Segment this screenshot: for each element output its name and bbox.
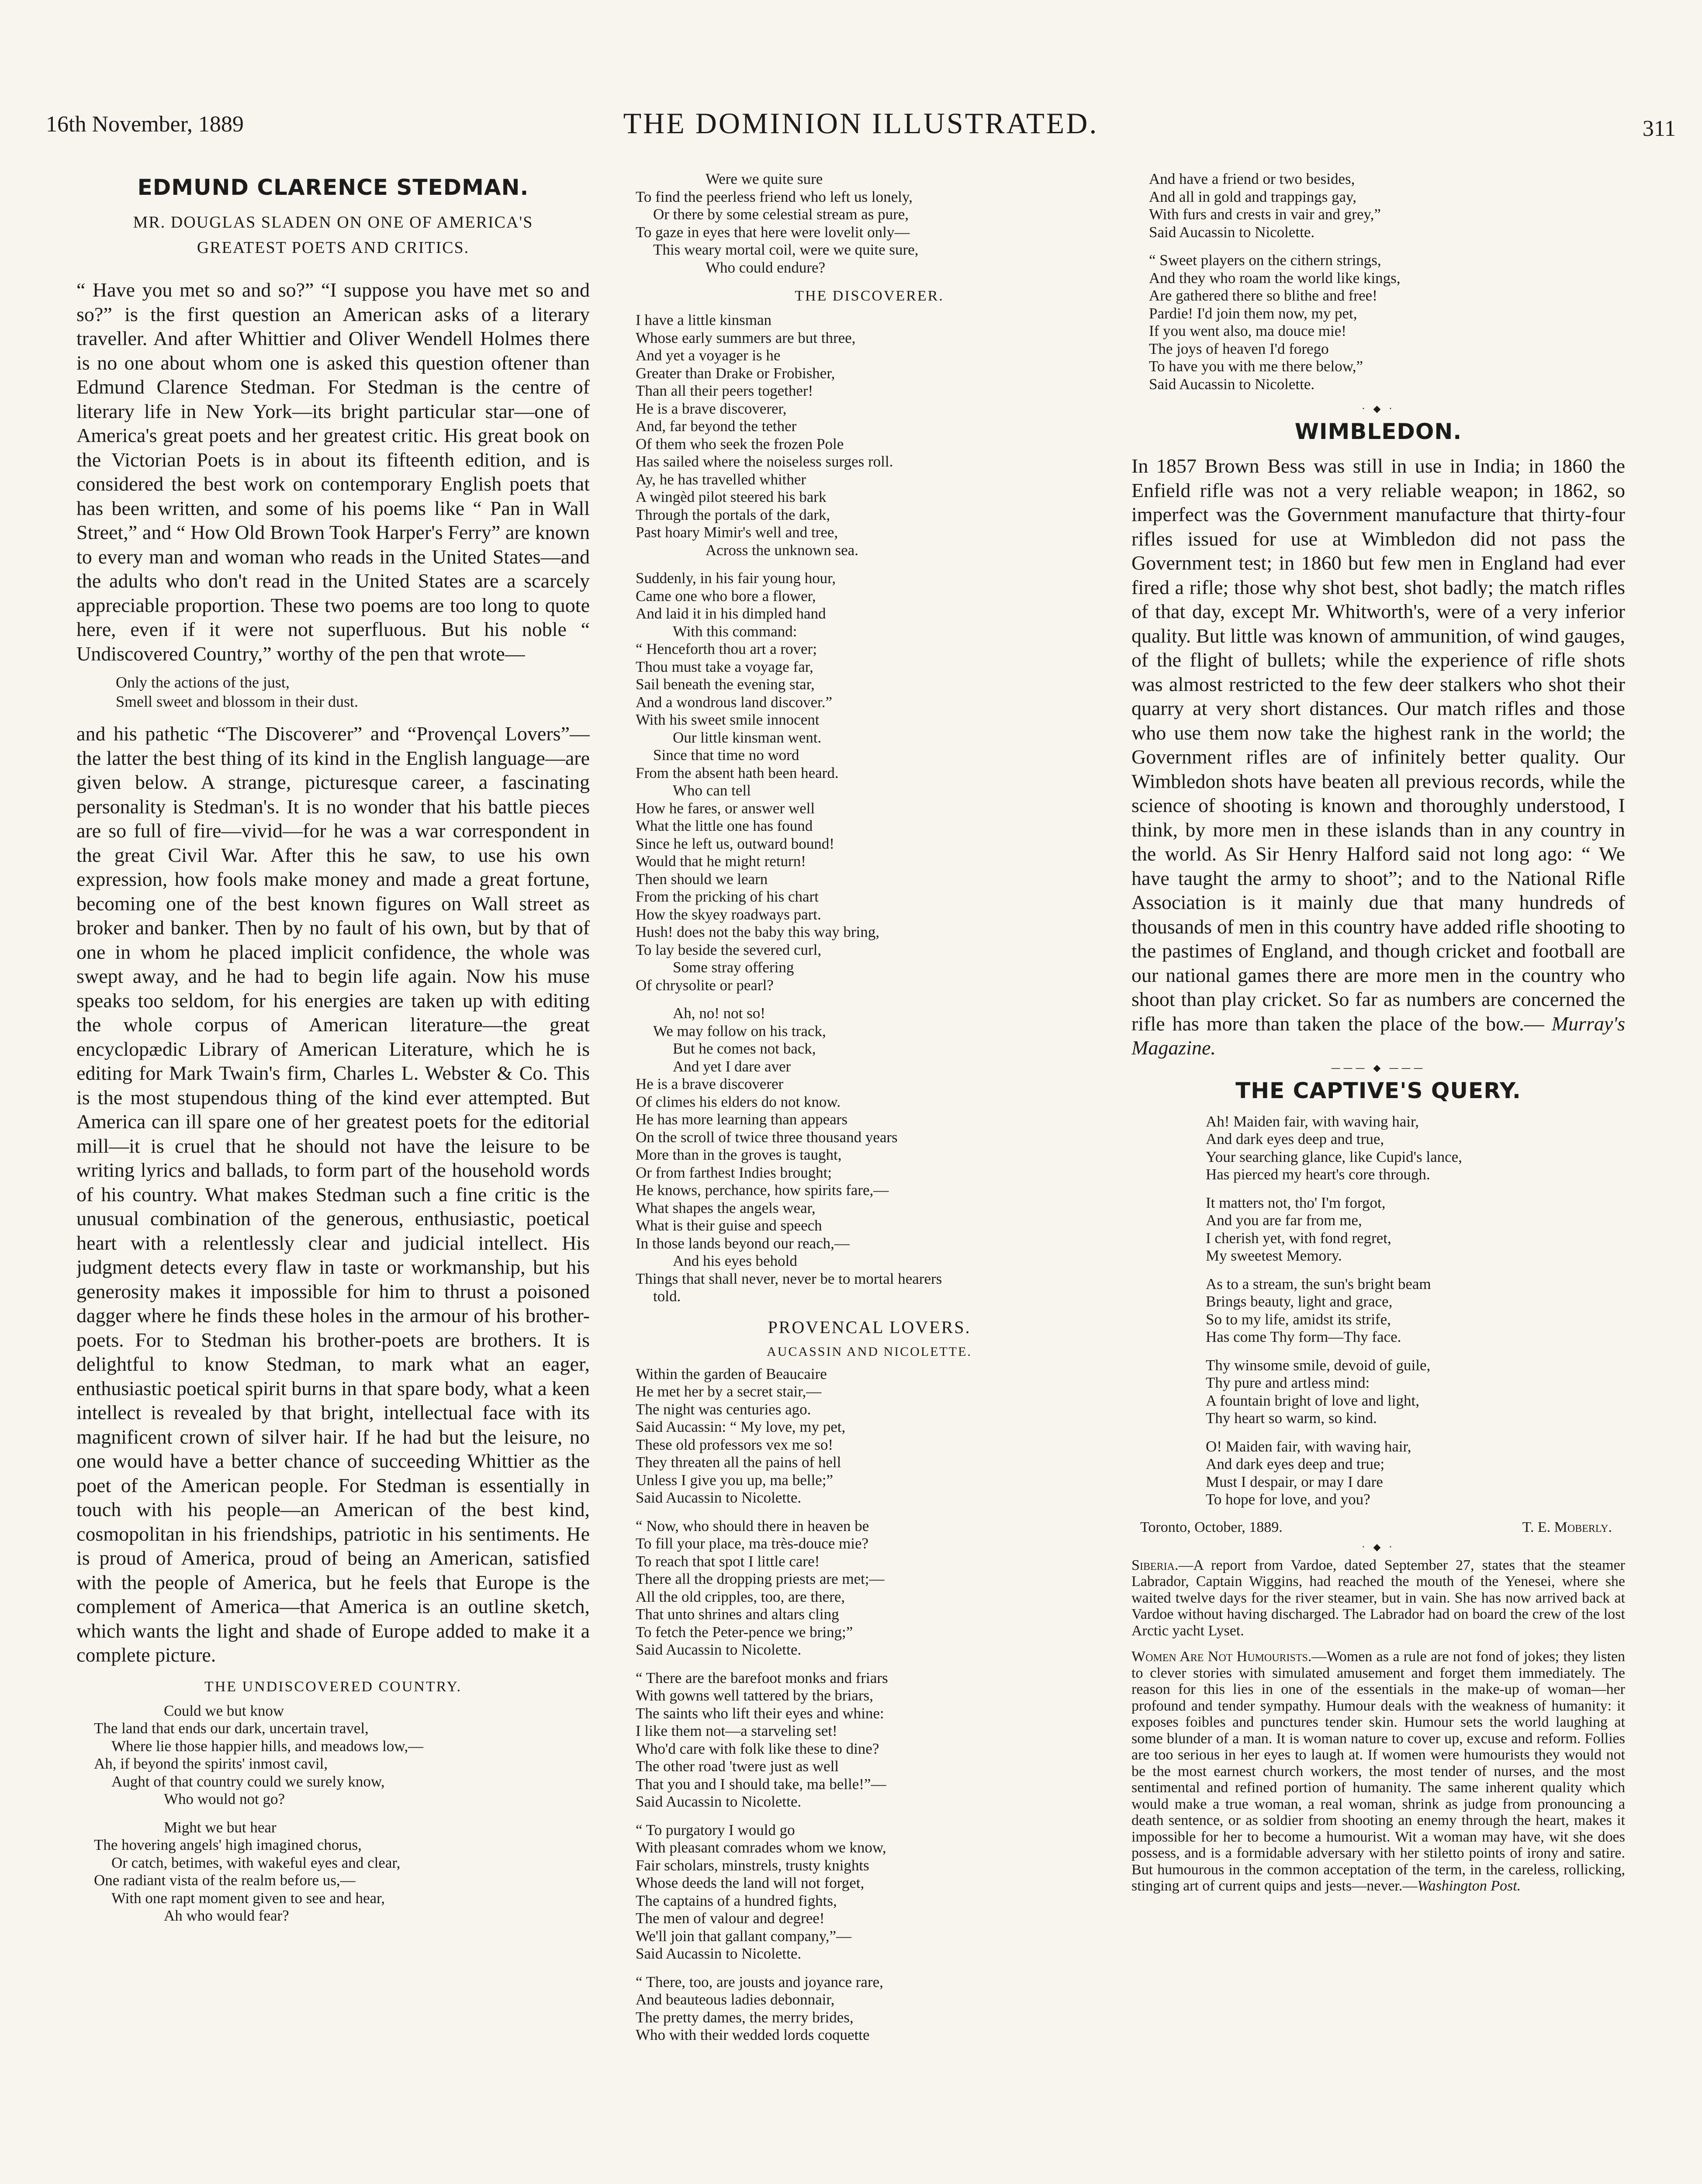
verse-line: Said Aucassin: “ My love, my pet, (636, 1418, 846, 1435)
article-subtitle-stedman: MR. DOUGLAS SLADEN ON ONE OF AMERICA'S GREATEST POETS AND CRITICS. (133, 213, 533, 257)
poem-title-discoverer: THE DISCOVERER. (795, 288, 944, 304)
verse-line: And yet a voyager is he (636, 347, 781, 364)
verse-line: With one rapt moment given to see and hear, (111, 1889, 385, 1907)
poem-undiscovered-continued (636, 170, 1121, 276)
verse-line: Within the garden of Beaucaire (636, 1365, 827, 1382)
column-1 (76, 170, 590, 1935)
verse-line: A wingèd pilot steered his bark (636, 488, 827, 505)
poem-title-provencal: PROVENCAL LOVERS. (768, 1317, 971, 1337)
verse-line: If you went also, ma douce mie! (1149, 322, 1346, 339)
verse-line: And a wondrous land discover.” (636, 693, 833, 711)
article-title-captive: THE CAPTIVE'S QUERY. (1235, 1078, 1521, 1103)
article-title-wimbledon: WIMBLEDON. (1294, 419, 1462, 444)
verse-line: Or catch, betimes, with wakeful eyes and clear, (111, 1854, 401, 1871)
verse-line: And beauteous ladies debonnair, (636, 1991, 835, 2008)
verse-line: How he fares, or answer well (636, 799, 815, 817)
poem-captive-stanza-4 (1206, 1357, 1625, 1427)
poem-discoverer-stanza-3 (636, 1005, 1121, 1306)
verse-line: And, far beyond the tether (636, 418, 797, 435)
verse-line: Were we quite sure (706, 170, 823, 187)
issue-date: 16th November, 1889 (46, 112, 244, 137)
verse-line: How the skyey roadways part. (636, 905, 821, 923)
poem-provencal-stanza-3 (636, 1669, 1121, 1811)
verse-line: And his eyes behold (673, 1252, 797, 1269)
verse-line: One radiant vista of the realm before us,— (94, 1872, 356, 1889)
verse-line: And they who roam the world like kings, (1149, 269, 1401, 287)
verse-line: Has sailed where the noiseless surges roll. (636, 453, 893, 470)
verse-line: Aught of that country could we surely know, (111, 1773, 385, 1790)
verse-line: Said Aucassin to Nicolette. (1149, 223, 1315, 241)
verse-line: What the little one has found (636, 817, 813, 834)
poem-provencal-stanza-1 (636, 1365, 1121, 1507)
page-header (46, 107, 1676, 159)
verse-line: To have you with me there below,” (1149, 358, 1363, 375)
siberia-lead: Siberia. (1131, 1557, 1179, 1573)
verse-line: Ah, no! not so! (673, 1005, 765, 1022)
verse-line: Your searching glance, like Cupid's lance, (1206, 1148, 1462, 1165)
verse-line: With gowns well tattered by the briars, (636, 1687, 873, 1704)
verse-line: Where lie those happier hills, and meadows low,— (111, 1737, 424, 1755)
verse-line: As to a stream, the sun's bright beam (1206, 1275, 1431, 1292)
stedman-paragraph-2: and his pathetic “The Discoverer” and “Provençal Lovers”—the latter the best thing of its kind in the English language—are given below. A strange, picturesque career, a fascinating personality is Stedman's. It is no wonder that his battle pieces are so full of fire—vivid—for he was a war correspondent in the great Civil War. After this he saw, to use his own expression, how fools make money and made a great fortune, becoming one of the best known figures on Wall street as broker and banker. Then by no fault of his own, but by that of one in whom he placed implicit confidence, the whole was swept away, and he had to begin life again. Now his muse speaks too seldom, for his energies are taken up with editing the whole corpus of American literature—the great encyclopædic Library of American Literature, which he is editing for Mark Twain's firm, Charles L. Webster & Co. This is the most stupendous thing of the kind ever attempted. But America can ill spare one of her greatest poets for the editorial mill—it is cruel that he should not have the leisure to be writing lyrics and ballads, to form part of the household words of his country. What makes Stedman such a fine critic is the unusual combination of the generous, enthusiastic, poetical heart with a relentlessly clear and judicial intellect. His judgment detects every flaw in taste or workmanship, but his generosity makes it impossible for him to thrust a poisoned dagger where he finds these holes in the armour of his brother-poets. For to Stedman his brother-poets are brothers. It is delightful to know Stedman, to mark what an eager, enthusiastic poetical spirit burns in that spare body, what a keen intellect is revealed by that bright, intellectual face with its magnificent crown of silver hair. If he had but the leisure, no one would have a better chance of succeeding Whittier as the poet of the American people. For Stedman is essentially in touch with his people—an American of the best kind, cosmopolitan in his friendships, patriotic in his sentiments. He is proud of America, proud of being an American, satisfied with the people of America, but he feels that Europe is the complement of America—that America is an outline sketch, which wants the light and shade of Europe added to make it a complete picture. (76, 722, 590, 1666)
verse-line: He knows, perchance, how spirits fare,— (636, 1182, 889, 1199)
verse-line: Who could endure? (706, 259, 826, 276)
verse-line: Since that time no word (653, 746, 799, 764)
verse-line: But he comes not back, (673, 1040, 816, 1057)
verse-line: The saints who lift their eyes and whine: (636, 1704, 884, 1722)
verse-line: To gaze in eyes that here were lovelit only— (636, 223, 910, 241)
verse-line: My sweetest Memory. (1206, 1247, 1342, 1264)
verse-line: More than in the groves is taught, (636, 1146, 842, 1163)
column-2 (618, 170, 1121, 2055)
verse-line: What is their guise and speech (636, 1217, 822, 1234)
verse-line: Since he left us, outward bound! (636, 835, 834, 852)
verse-line: The other road 'twere just as well (636, 1758, 839, 1775)
verse-line: Ah, if beyond the spirits' inmost cavil, (94, 1755, 328, 1772)
verse-line: Or there by some celestial stream as pure, (653, 206, 909, 223)
verse-line: Unless I give you up, ma belle;” (636, 1471, 833, 1489)
verse-line: I have a little kinsman (636, 311, 772, 328)
verse-line: Said Aucassin to Nicolette. (636, 1489, 802, 1506)
verse-line: And dark eyes deep and true; (1206, 1455, 1385, 1472)
verse-line: “ To purgatory I would go (636, 1821, 795, 1838)
verse-line: Some stray offering (673, 959, 794, 976)
captive-author: T. E. Moberly. (1522, 1519, 1612, 1535)
verse-line: Said Aucassin to Nicolette. (636, 1945, 802, 1962)
captive-signature (1140, 1519, 1612, 1536)
verse-line: Said Aucassin to Nicolette. (1149, 375, 1315, 393)
verse-line: Said Aucassin to Nicolette. (636, 1793, 802, 1810)
poem-title-undiscovered: THE UNDISCOVERED COUNTRY. (204, 1678, 462, 1695)
verse-line: “ There are the barefoot monks and friars (636, 1669, 888, 1686)
verse-line: The captains of a hundred fights, (636, 1892, 837, 1909)
verse-line: I like them not—a starveling set! (636, 1722, 837, 1739)
verse-line: Hush! does not the baby this way bring, (636, 923, 879, 940)
verse-line: Are gathered there so blithe and free! (1149, 287, 1377, 304)
verse-line: O! Maiden fair, with waving hair, (1206, 1438, 1411, 1455)
verse-line: The men of valour and degree! (636, 1910, 825, 1927)
verse-line: Whose early summers are but three, (636, 329, 856, 346)
poem-provencal-stanza-2 (636, 1517, 1121, 1659)
poem-captive-stanza-2 (1206, 1194, 1625, 1265)
verse-line: Might we but hear (164, 1818, 277, 1836)
verse-line: Thy pure and artless mind: (1206, 1374, 1370, 1391)
verse-line: To fill your place, ma très-douce mie? (636, 1535, 869, 1552)
verse-line: Who would not go? (164, 1790, 285, 1807)
verse-line: To fetch the Peter-pence we bring;” (636, 1623, 853, 1641)
poem-captive-stanza-3 (1206, 1275, 1625, 1346)
verse-line: To reach that spot I little care! (636, 1552, 820, 1570)
verse-line: With pleasant comrades whom we know, (636, 1839, 886, 1856)
verse-line: Would that he might return! (636, 853, 806, 870)
verse-line: Came one who bore a flower, (636, 587, 816, 605)
verse-line: It matters not, tho' I'm forgot, (1206, 1194, 1386, 1211)
verse-line: Across the unknown sea. (706, 541, 858, 559)
verse-line: Suddenly, in his fair young hour, (636, 570, 836, 587)
verse-line: Who with their wedded lords coquette (636, 2026, 870, 2043)
stedman-paragraph-1: “ Have you met so and so?” “I suppose you have met so and so?” is the first question an American asks of a literary traveller. And after Whittier and Oliver Wendell Holmes there is no one about whom one is asked this question oftener than Edmund Clarence Stedman. For Stedman is the centre of literary life in New York—its bright particular star—one of America's great poets and her greatest critic. His great book on the Victorian Poets is in about its fifteenth edition, and is considered the best work on contemporary English poets that has been written, and some of his poems like “ Pan in Wall Street,” and “ How Old Brown Took Harper's Ferry” are known to every man and woman who reads in the United States—and the adults who don't read in the United States are a scarcely appreciable proportion. These two poems are too long to quote here, even if it were not superfluous. But his noble “ Undiscovered Country,” worthy of the pen that wrote— (76, 279, 590, 665)
poem-subtitle-provencal: AUCASSIN AND NICOLETTE. (767, 1344, 972, 1359)
poem-undiscovered (94, 1702, 590, 1925)
verse-line: To lay beside the severed curl, (636, 941, 822, 958)
stedman-quote (116, 673, 590, 711)
masthead-title: THE DOMINION ILLUSTRATED. (623, 107, 1099, 140)
verse-line: There all the dropping priests are met;— (636, 1570, 885, 1587)
verse-line: The hovering angels' high imagined chorus, (94, 1836, 362, 1853)
verse-line: To find the peerless friend who left us lonely, (636, 188, 913, 205)
verse-line: Could we but know (164, 1702, 284, 1719)
verse-line: And laid it in his dimpled hand (636, 605, 826, 622)
poem-discoverer-stanza-2 (636, 570, 1121, 994)
poem-provencal-stanza-6 (1149, 252, 1625, 393)
verse-line: In those lands beyond our reach,— (636, 1234, 850, 1252)
section-divider: ——— ◆ ——— (1331, 1062, 1426, 1074)
verse-line: Things that shall never, never be to mortal hearers (636, 1270, 942, 1287)
verse-line: These old professors vex me so! (636, 1436, 833, 1453)
verse-line: And dark eyes deep and true, (1206, 1130, 1384, 1147)
verse-line: He has more learning than appears (636, 1111, 848, 1128)
verse-line: told. (653, 1288, 681, 1305)
verse-line: We may follow on his track, (653, 1022, 826, 1040)
poem-captive-stanza-1 (1206, 1113, 1625, 1184)
verse-line: From the absent hath been heard. (636, 764, 839, 781)
verse-line: Has come Thy form—Thy face. (1206, 1328, 1401, 1345)
verse-line: Through the portals of the dark, (636, 506, 830, 523)
verse-line: So to my life, amidst its strife, (1206, 1310, 1391, 1328)
verse-line: Pardie! I'd join them now, my pet, (1149, 304, 1357, 322)
verse-line: Or from farthest Indies brought; (636, 1164, 832, 1181)
verse-line: Our little kinsman went. (673, 729, 822, 746)
verse-line: Of chrysolite or pearl? (636, 976, 774, 994)
verse-line: This weary mortal coil, were we quite sure, (653, 241, 919, 258)
verse-line: Greater than Drake or Frobisher, (636, 364, 835, 382)
verse-line: And you are far from me, (1206, 1212, 1362, 1229)
poem-provencal-stanza-5-continued (1149, 170, 1625, 241)
verse-line: Whose deeds the land will not forget, (636, 1874, 865, 1891)
verse-line: Fair scholars, minstrels, trusty knights (636, 1856, 869, 1874)
verse-line: Ay, he has travelled whither (636, 470, 806, 488)
verse-line: Of them who seek the frozen Pole (636, 435, 844, 453)
women-lead: Women Are Not Humourists. (1131, 1648, 1312, 1665)
verse-line: Only the actions of the just, (116, 674, 290, 691)
page-number: 311 (1642, 116, 1676, 141)
verse-line: A fountain bright of love and light, (1206, 1392, 1419, 1409)
verse-line: “ Henceforth thou art a rover; (636, 640, 817, 657)
verse-line: Thy heart so warm, so kind. (1206, 1410, 1377, 1427)
verse-line: Of climes his elders do not know. (636, 1093, 841, 1110)
verse-line: On the scroll of twice three thousand years (636, 1128, 898, 1146)
verse-line: All the old cripples, too, are there, (636, 1588, 845, 1605)
article-title-stedman: EDMUND CLARENCE STEDMAN. (137, 175, 529, 200)
verse-line: Than all their peers together! (636, 382, 813, 399)
verse-line: Who'd care with folk like these to dine? (636, 1740, 879, 1757)
verse-line: Thy winsome smile, devoid of guile, (1206, 1356, 1431, 1374)
verse-line: The pretty dames, the merry brides, (636, 2008, 854, 2026)
verse-line: Ah! Maiden fair, with waving hair, (1206, 1113, 1419, 1130)
poem-provencal-stanza-5 (636, 1973, 1121, 2044)
poem-captive-stanza-5 (1206, 1438, 1625, 1509)
verse-line: We'll join that gallant company,”— (636, 1927, 851, 1945)
verse-line: “ There, too, are jousts and joyance rare, (636, 1973, 883, 1990)
verse-line: Past hoary Mimir's well and tree, (636, 524, 838, 541)
verse-line: That unto shrines and altars cling (636, 1606, 839, 1623)
verse-line: The land that ends our dark, uncertain travel, (94, 1720, 369, 1737)
verse-line: Sail beneath the evening star, (636, 676, 815, 693)
verse-line: And yet I dare aver (673, 1057, 791, 1075)
wimbledon-text: In 1857 Brown Bess was still in use in India; in 1860 the Enfield rifle was not a very reliable weapon; in 1862, so imperfect was the Government manufacture that thirty-four rifles issued for use at Wimbledon did not pass the Government test; in 1860 but few men in England had ever fired a rifle; those why shot best, shot badly; the match rifles of that day, except Mr. Whitworth's, were of a very inferior quality. But little was known of ammunition, of wind gauges, of the flight of bullets; while the experience of rifle shots was almost restricted to the few deer stalkers who shot their quarry at very short distances. Our match rifles and those who use them now take the highest rank in the world; the Government rifles are of infinitely better quality. Our Wimbledon shots have beaten all previous records, while the science of shooting is known and thoroughly understood, I think, by more men in these islands than in any country in the world. As Sir Henry Halford said not long ago: “ We have taught the army to shoot”; and to the National Rifle Association is it mainly due that many hundreds of thousands of men in this country have added rifle shooting to the pastimes of England, and though cricket and football are our national games there are more men in the country who shoot than play cricket. So far as numbers are concerned the rifle has more than taken the place of the bow.— (1131, 455, 1625, 1035)
women-text: —Women as a rule are not fond of jokes; they listen to clever stories with simulated amusement and forget them immediately. The reason for this lies in one of the essentials in the make-up of woman—her profound and tender sympathy. Humour deals with the weakness of humanity: it exposes foibles and punctures tender skin. Humour sets the world laughing at some blunder of a man. It is woman nature to cover up, excuse and reform. Follies are too serious in her eyes to laugh at. If women were humourists they would not be the most earnest church workers, the most tender of nurses, and the most sentimental and refined portion of humanity. The same inherent quality which would make a true woman, a real woman, shrink as judge from pronouncing a death sentence, or as soldier from shooting an enemy through the heart, makes it impossible for her to become a humourist. Wit a woman may have, wit she does possess, and is a formidable adversary with her stiletto points of irony and satire. But humourous in the common acceptation of the term, in the careless, rollicking, stinging art of current quips and jests—never.— (1131, 1648, 1625, 1894)
verse-line: The night was centuries ago. (636, 1400, 811, 1418)
poem-discoverer-stanza-1 (636, 311, 1121, 559)
verse-line: He met her by a secret stair,— (636, 1383, 822, 1400)
verse-line: Brings beauty, light and grace, (1206, 1293, 1393, 1310)
verse-line: I cherish yet, with fond regret, (1206, 1229, 1391, 1247)
verse-line: Must I despair, or may I dare (1206, 1473, 1383, 1490)
verse-line: The joys of heaven I'd forego (1149, 340, 1329, 357)
wimbledon-paragraph (1131, 454, 1625, 1060)
section-divider: · ◆ · (1362, 1541, 1395, 1553)
verse-line: Has pierced my heart's core through. (1206, 1166, 1430, 1183)
women-source: Washington Post. (1417, 1878, 1521, 1894)
wimbledon-source: Murray's Magazine. (1131, 1012, 1625, 1059)
verse-line: To hope for love, and you? (1206, 1491, 1370, 1508)
verse-line: That you and I should take, ma belle!”— (636, 1775, 886, 1793)
captive-place-date: Toronto, October, 1889. (1140, 1519, 1283, 1535)
women-humourists-paragraph (1131, 1648, 1625, 1894)
poem-provencal-stanza-4 (636, 1821, 1121, 1963)
verse-line: What shapes the angels wear, (636, 1199, 816, 1216)
verse-line: Said Aucassin to Nicolette. (636, 1641, 802, 1658)
verse-line: They threaten all the pains of hell (636, 1454, 841, 1471)
verse-line: Who can tell (673, 782, 751, 799)
verse-line: “ Sweet players on the cithern strings, (1149, 252, 1381, 269)
siberia-text: —A report from Vardoe, dated September 27, states that the steamer Labrador, Captain Wiggins, had reached the mouth of the Yenesei, where she waited twelve days for the river steamer, but in vain. She has now arrived back at Vardoe without having discharged. The Labrador had on board the crew of the lost Arctic yacht Lyset. (1131, 1557, 1625, 1639)
verse-line: He is a brave discoverer (636, 1075, 784, 1092)
verse-line: And all in gold and trappings gay, (1149, 188, 1357, 205)
verse-line: With this command: (673, 622, 797, 640)
verse-line: Thou must take a voyage far, (636, 658, 813, 675)
verse-line: With furs and crests in vair and grey,” (1149, 206, 1381, 223)
column-3 (1131, 170, 1625, 1904)
verse-line: From the pricking of his chart (636, 888, 819, 905)
verse-line: Smell sweet and blossom in their dust. (116, 693, 358, 710)
verse-line: With his sweet smile innocent (636, 711, 820, 728)
verse-line: Ah who would fear? (164, 1907, 289, 1924)
siberia-paragraph (1131, 1557, 1625, 1639)
verse-line: “ Now, who should there in heaven be (636, 1517, 869, 1534)
section-divider: · ◆ · (1362, 404, 1395, 415)
verse-line: And have a friend or two besides, (1149, 170, 1355, 187)
verse-line: He is a brave discoverer, (636, 400, 787, 417)
verse-line: Then should we learn (636, 870, 768, 888)
